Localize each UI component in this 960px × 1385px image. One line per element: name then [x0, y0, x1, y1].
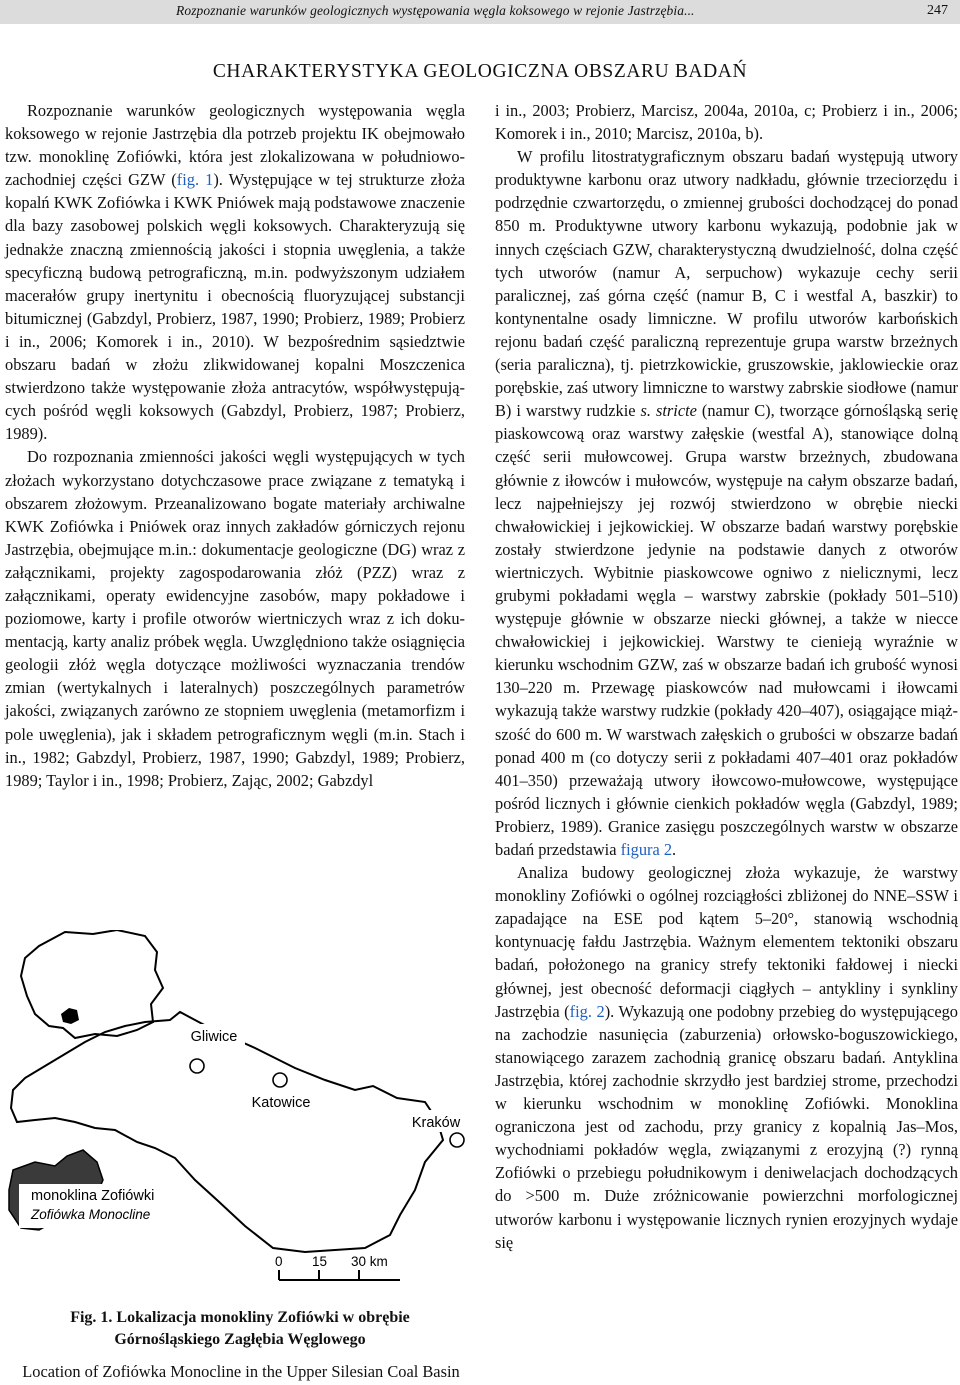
krakow-label: Kraków	[411, 1115, 461, 1131]
figure-caption-en: Location of Zofiówka Monocline in the Upper Silesian Coal Basin	[22, 1362, 460, 1381]
page-number: 247	[927, 3, 948, 18]
monocline-label-pl: monoklina Zofiówki	[31, 1188, 155, 1204]
right-p1-italic: s. stricte	[640, 401, 697, 421]
fig-2-reference-link[interactable]: fig. 2	[569, 1001, 605, 1021]
right-column	[495, 99, 958, 1254]
katowice-label: Katowice	[251, 1095, 311, 1111]
figure-caption-line-2: Górnośląskiego Zagłębia Węglowego	[114, 1331, 366, 1348]
running-header-bar	[0, 0, 960, 24]
left-p1-text-b: ). Występujące w tej strukturze złoża kopalń KWK Zofiówka i KWK Pniówek mają podstawowe znaczenie dla bazy zasobowej polskich węgli koksowych. Charakteryzują się jednakże znaczną zmiennością jakości i stopnia uwęglenia, a także specyficzną budową petrograficzną, m.in. podwyższonym udziałem macerałów grupy inertynitu i obecnością fluoryzującej substancji bitumicznej (Gabzdyl, Probierz, 1987, 1990; Probierz, 1989; Probierz i in., 2006; Komorek i in., 2010). W bezpośrednim sąsiedztwie obszaru badań w złożu zlikwidowanej kopalni Moszczenica stwierdzono także występowanie złoża antracytów, współwystępujących pośród węgli koksowych (Gabzdyl, Probierz, 1987; Probierz, 1989).	[5, 170, 465, 444]
left-p1-text-a: Rozpoznanie warunków geologicznych występowania węgla koksowego w rejonie Jastrzębia dla potrzeb projektu IK obejmowało tzw. monoklinę Zofiówki, która jest zlokalizowana w południowo-zachodniej części GZW (	[5, 101, 465, 190]
scale-label-0: 0	[275, 1254, 283, 1269]
figure-1-map	[5, 930, 475, 1285]
right-paragraph-2	[495, 861, 958, 1254]
map-svg	[5, 930, 475, 1285]
scale-bar	[275, 1254, 400, 1280]
krakow-marker	[450, 1133, 464, 1147]
right-p2-text-b: ). Wykazują one podobny przebieg do występującego na zachodzie nasunięcia (zaburzenia) orłowsko-boguszowickiego, stanowiącego zarazem zachodnią granicę obszaru badań. Antyklina Jastrzębia, której zachodnie skrzydło jest bardziej strome, przechodzi w kierunku wschodnim w monoklinę Zofiówki. Monoklina ograniczona jest od zachodu, przy granicy z kopalnią Jas–Mos, wychodniami pokładów węgla, związanymi z erozyjną (?) rynną Zofiówki o przebiegu południkowym i deniwelacjach dochodzących do >500 m. Duże zróżnicowanie powierzchni morfologicznej utworów karbonu i występowanie licznych rynien erozyjnych wydaje się	[495, 1001, 958, 1252]
region-map	[9, 1012, 469, 1252]
figure-caption-line-1: Fig. 1. Lokalizacja monokliny Zofiówki w obrębie	[70, 1309, 410, 1326]
scale-label-15: 15	[312, 1254, 328, 1269]
monocline-label-en: Zofiówka Monocline	[31, 1207, 151, 1222]
gliwice-label: Gliwice	[190, 1029, 238, 1045]
section-title: CHARAKTERYSTYKA GEOLOGICZNA OBSZARU BADAŃ	[212, 61, 748, 82]
left-paragraph-2: Do rozpoznania zmienności jakości węgli występujących w tych złożach wykorzystano dotychczasowe prace związane z tematyką i obszarem złożowym. Przeanalizowano bogate materiały archiwalne KWK Zofiówka i Pniówek oraz innych zakładów górniczych rejonu Jastrzębia, obejmujące m.in.: dokumentacje geologiczne (DG) wraz z załącznikami, projekty zagospodarowania złóż (PZZ) wraz z załącznikami, operaty ewidencyjne zasobów, mapy pokładowe i poziomowe, karty i profile otworów wiertniczych wraz z ich dokumentacją, karty analiz próbek węgla. Uwzględniono także osiągnięcia geologii złóż węgla dotyczące możliwości wyznaczania trendów zmian (wertykalnych i lateralnych) poszczególnych parametrów jakości, związanych zarówno ze stopniem uwęglenia (metamorfizm i pole uwęglenia), jak i składem petrograficznym węgli (m.in. Stach i in., 1982; Gabzdyl, Probierz, 1987, 1990; Gabzdyl, 1989; Probierz, 1989; Taylor i in., 1998; Probierz, Zając, 2002; Gabzdyl	[5, 447, 465, 790]
right-p1-text-a: W profilu litostratygraficznym obszaru badań występują utwory produktywne karbonu oraz utwory nadkładu, głównie trzeciorzędu i podrzędnie czwartorzędu, o zmiennej grubości dochodzącej do ponad 850 m. Produktywne utwory karbonu wykazują, podobnie jak w innych częściach GZW, charakterystyczną dwudzielność, dolna część tych utworów (namur A, serpuchow) wykazuje cechy serii paralicznej, zaś górna część (namur B, C i westfal A, baszkir) to kontynentalne osady limniczne. W profilu utworów karbońskich rejonu badań część paraliczną reprezentuje grupa warstw brzeżnych (seria paraliczna), tj. pietrzkowickie, gruszowskie, jaklowieckie oraz porębskie, zaś utwory limniczne to warstwy zabrskie siodłowe (namur B) i warstwy rudzkie	[495, 147, 958, 421]
fig-1-reference-link[interactable]: fig. 1	[176, 170, 214, 190]
right-p1-end: .	[672, 840, 677, 859]
running-head-title: Rozpoznanie warunków geologicznych występowania węgla koksowego w rejonie Jastrzębia...	[176, 3, 695, 18]
figure-caption-pl	[0, 1307, 480, 1351]
right-paragraph-1	[495, 145, 958, 861]
right-paragraph-0: i in., 2003; Probierz, Marcisz, 2004a, 2010a, c; Probierz i in., 2006; Komorek i in., 2010; Marcisz, 2010a, b).	[495, 101, 958, 144]
gliwice-marker	[190, 1059, 204, 1073]
right-p2-text-a: Analiza budowy geologicznej złoża wykazuje, że warstwy monokliny Zofiówki o ogólnej rozciągłości zbliżonej do NNE–SSW i zapadające na ESE pod kątem 5–20°, stanowią wschodnią kontynuację fałdu Jastrzębia. Ważnym elementem tektoniki obszaru badań, położonego na granicy strefy tektoniki fałdowej i niecki głównej, jest obecność deformacji ciągłych – antykliny i synkliny Jastrzębia (	[495, 863, 958, 1021]
figura-2-reference-link[interactable]: figura 2	[620, 840, 673, 859]
left-column	[5, 99, 465, 792]
scale-label-30km: 30 km	[351, 1254, 388, 1269]
left-paragraph-1	[5, 99, 465, 445]
katowice-marker	[273, 1073, 287, 1087]
right-p1-text-b: (namur C), tworzące górnośląską serię piaskowcową oraz warstwy załęskie (westfal A), stanowiące dolną część serii mułowcowej. Grupa warstw brzeżnych, zbudowana głównie z iłowców i mułowców, występuje na całym obszarze badań, lecz najpełniejszy jej rozwój stwierdzono w obrębie niecki chwałowickiej i jejkowickiej. W obszarze badań warstwy porębskie zostały stwierdzone jedynie na podstawie danych z otworów wiertniczych. Wybitnie piaskowcowe ogniwo z nielicznymi, lecz grubymi pokładami węgla – warstwy zabrskie (pokłady 501–510) występuje głównie w obszarze niecki głównej, a także w niecce chwałowickiej i jejkowickiej. Warstwy te cienieją wyraźnie w kierunku wschodnim GZW, zaś w obszarze badań ich grubość wynosi 130–220 m. Przewagę piaskowców nad mułowcami i iłowcami wykazują także warstwy rudzkie (pokłady 420–407), osiągające miąższość do 600 m. W warstwach załęskich o grubości w obszarze badań ponad 400 m (co dotyczy serii z pokładami 407–401 oraz pokładów 401–350) przeważają utwory iłowcowo-mułowcowe, występujące pośród licznych i głównie cienkich pokładów węgla (Gabzdyl, 1989; Probierz, 1989). Granice zasięgu poszczególnych warstw w obszarze badań przedstawia	[495, 401, 958, 859]
